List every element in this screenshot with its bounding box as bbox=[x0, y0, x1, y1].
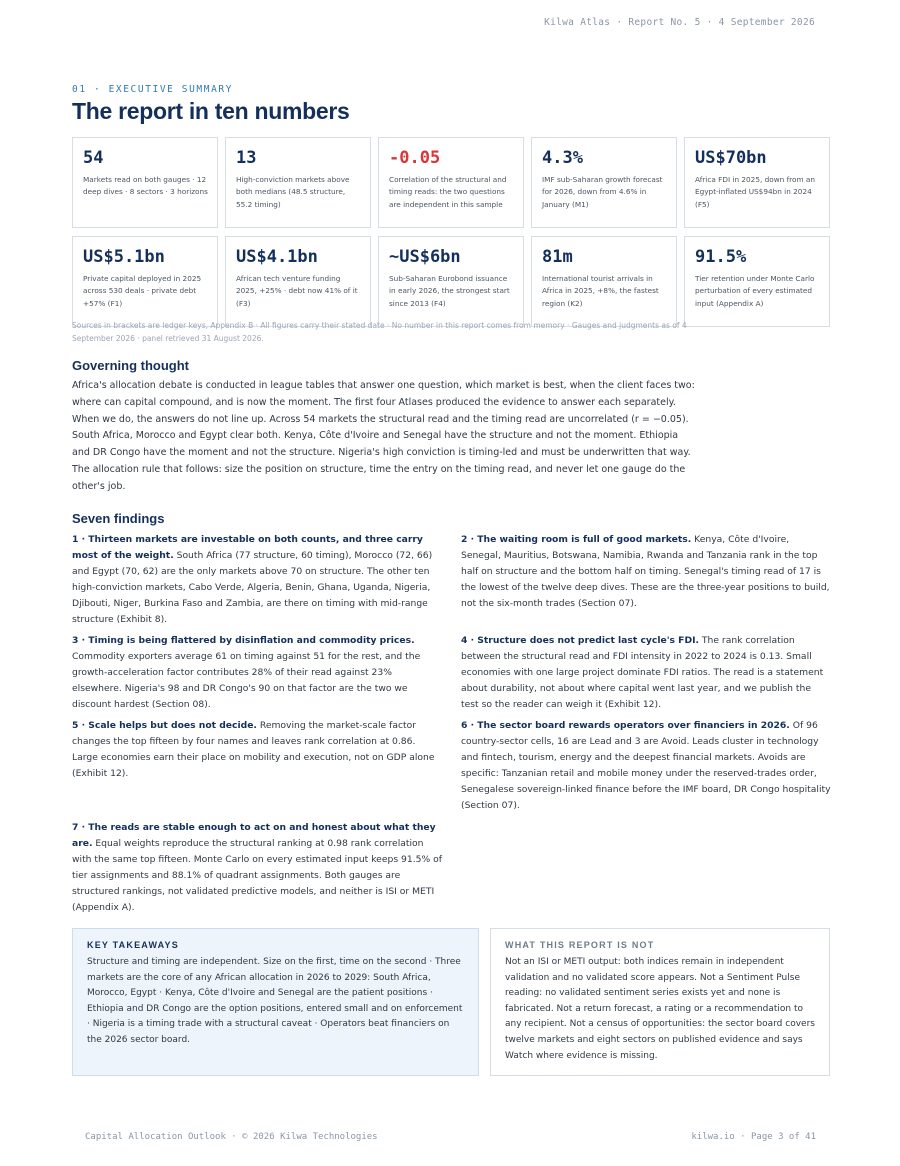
stat-description: Correlation of the structural and timing reads: the two questions are independent in this sample bbox=[389, 175, 507, 209]
finding-5 bbox=[72, 718, 442, 782]
stat-card bbox=[225, 137, 371, 228]
finding-body: Equal weights reproduce the structural ranking at 0.98 rank correlation with the same top fifteen. Monte Carlo on every estimated input keeps 91.5% of tier assignments and 88.1% of quadrant assignments. Both gauges are structured rankings, not validated predictive models, and neither is ISI or METI (Appendix A). bbox=[72, 838, 442, 913]
stat-card bbox=[684, 236, 830, 327]
stat-value: 81m bbox=[542, 247, 573, 267]
finding-body: South Africa (77 structure, 60 timing), Morocco (72, 66) and Egypt (70, 62) are the only markets above 70 on structure. The other ten high-conviction markets, Cabo Verde, Algeria, Benin, Ghana, Uganda, Nigeria, Djibouti, Niger, Burkina Faso and Zambia, are there on timing with mid-range structure (Exhibit 8). bbox=[72, 550, 433, 625]
governing-thought-heading: Governing thought bbox=[72, 358, 189, 373]
running-head: Kilwa Atlas · Report No. 5 · 4 September 2026 bbox=[544, 17, 815, 28]
footer-left: Capital Allocation Outlook · © 2026 Kilwa Technologies bbox=[85, 1132, 378, 1142]
stat-card bbox=[72, 236, 218, 327]
finding-body: Kenya, Côte d'Ivoire, Senegal, Mauritius, Botswana, Namibia, Rwanda and Tanzania rank in the top half on structure and the bottom half on timing. Senegal's timing read of 17 is the lowest of the twelve deep dives. These are the three-year positions to build, not the six-month trades (Section 07). bbox=[461, 534, 830, 609]
finding-lead: 2 · The waiting room is full of good markets. bbox=[461, 534, 692, 545]
finding-1 bbox=[72, 532, 442, 628]
stat-value: US$4.1bn bbox=[236, 247, 318, 267]
stat-card bbox=[684, 137, 830, 228]
finding-lead: 6 · The sector board rewards operators over financiers in 2026. bbox=[461, 720, 790, 731]
stat-value: 4.3% bbox=[542, 148, 583, 168]
finding-lead: 4 · Structure does not predict last cycle's FDI. bbox=[461, 635, 699, 646]
sources-note: Sources in brackets are ledger keys, Appendix B · All figures carry their stated date · No number in this report comes from memory · Gauges and judgments as of 4 September 2026 · panel retrieved 31 August 2026. bbox=[72, 321, 687, 343]
finding-2 bbox=[461, 532, 831, 612]
finding-body: The rank correlation between the structural read and FDI intensity in 2022 to 2024 is 0.13. Small economies with one large project dominate FDI ratios. The read is a statement about durability, not about where capital went last year, and we publish the test so the reader can weigh it (Exhibit 12). bbox=[461, 635, 824, 710]
stat-value: -0.05 bbox=[389, 148, 441, 168]
finding-lead: 5 · Scale helps but does not decide. bbox=[72, 720, 257, 731]
stat-description: Africa FDI in 2025, down from an Egypt-inflated US$94bn in 2024 (F5) bbox=[695, 175, 816, 209]
finding-4 bbox=[461, 633, 831, 713]
stat-grid bbox=[72, 137, 830, 327]
report-is-not-box bbox=[490, 928, 830, 1076]
report-is-not-title: WHAT THIS REPORT IS NOT bbox=[505, 940, 655, 950]
stat-description: Tier retention under Monte Carlo perturbation of every estimated input (Appendix A) bbox=[695, 274, 815, 308]
page-title: The report in ten numbers bbox=[72, 98, 350, 124]
stat-value: US$5.1bn bbox=[83, 247, 165, 267]
stat-card bbox=[72, 137, 218, 228]
key-takeaways-box bbox=[72, 928, 479, 1076]
stat-value: 13 bbox=[236, 148, 257, 168]
stat-description: African tech venture funding 2025, +25% · debt now 41% of it (F3) bbox=[236, 274, 358, 308]
stat-description: High-conviction markets above both medians (48.5 structure, 55.2 timing) bbox=[236, 175, 350, 209]
stat-description: Markets read on both gauges · 12 deep dives · 8 sectors · 3 horizons bbox=[83, 175, 208, 197]
stat-card bbox=[531, 137, 677, 228]
finding-lead: 7 · The reads are stable enough to act on and honest about what they are. bbox=[72, 822, 436, 849]
footer-right: kilwa.io · Page 3 of 41 bbox=[691, 1132, 816, 1142]
key-takeaways-body: Structure and timing are independent. Size on the first, time on the second · Three markets are the core of any African allocation in 2026 to 2029: South Africa, Morocco, Egypt · Kenya, Côte d'Ivoire and Senegal are the patient positions · Ethiopia and DR Congo are the option positions, entered small and on enforcement · Nigeria is a timing trade with a structural caveat · Operators beat financiers on the 2026 sector board. bbox=[87, 957, 463, 1045]
stat-description: IMF sub-Saharan growth forecast for 2026, down from 4.6% in January (M1) bbox=[542, 175, 663, 209]
finding-3 bbox=[72, 633, 442, 713]
finding-lead: 1 · Thirteen markets are investable on both counts, and three carry most of the weight. bbox=[72, 534, 423, 561]
finding-6 bbox=[461, 718, 831, 814]
finding-body: Of 96 country-sector cells, 16 are Lead and 3 are Avoid. Leads cluster in technology and fintech, tourism, energy and the deepest financial markets. Avoids are specific: Tanzanian retail and mobile money under the reserved-trades order, Senegalese sovereign-linked finance before the IMF board, DR Congo hospitality (Section 07). bbox=[461, 720, 831, 811]
governing-thought-body: Africa's allocation debate is conducted in league tables that answer one question, which market is best, when the client faces two: where can capital compound, and is now the moment. The first four Atlases produced the evidence to answer each separately. When we do, the answers do not line up. Across 54 markets the structural read and the timing read are uncorrelated (r = −0.05). South Africa, Morocco and Egypt clear both. Kenya, Côte d'Ivoire and Senegal have the structure and not the moment. Ethiopia and DR Congo have the moment and not the structure. Nigeria's high conviction is timing-led and must be underwritten that way. The allocation rule that follows: size the position on structure, time the entry on the timing read, and never let one gauge do the other's job. bbox=[72, 380, 695, 492]
finding-7 bbox=[72, 820, 442, 916]
stat-description: Private capital deployed in 2025 across 530 deals · private debt +57% (F1) bbox=[83, 274, 202, 308]
stat-value: ~US$6bn bbox=[389, 247, 461, 267]
stat-card bbox=[378, 137, 524, 228]
finding-lead: 3 · Timing is being flattered by disinflation and commodity prices. bbox=[72, 635, 415, 646]
section-label: 01 · EXECUTIVE SUMMARY bbox=[72, 84, 234, 95]
key-takeaways-title: KEY TAKEAWAYS bbox=[87, 940, 179, 950]
stat-card bbox=[378, 236, 524, 327]
stat-card bbox=[531, 236, 677, 327]
stat-description: International tourist arrivals in Africa in 2025, +8%, the fastest region (K2) bbox=[542, 274, 659, 308]
report-is-not-body: Not an ISI or METI output: both indices remain in independent validation and no validated score appears. Not a Sentiment Pulse reading: no validated sentiment series exists yet and none is fabricated. Not a return forecast, a rating or a recommendation to any recipient. Not a census of opportunities: the sector board covers twelve markets and eight sectors on published evidence and says Watch where evidence is missing. bbox=[505, 957, 815, 1061]
stat-value: 54 bbox=[83, 148, 104, 168]
findings-heading: Seven findings bbox=[72, 511, 165, 526]
stat-card bbox=[225, 236, 371, 327]
stat-value: US$70bn bbox=[695, 148, 767, 168]
stat-description: Sub-Saharan Eurobond issuance in early 2026, the strongest start since 2013 (F4) bbox=[389, 274, 510, 308]
stat-value: 91.5% bbox=[695, 247, 747, 267]
finding-body: Commodity exporters average 61 on timing against 51 for the rest, and the growth-acceleration factor contributes 28% of their read against 23% elsewhere. Nigeria's 98 and DR Congo's 90 on that factor are the two we discount hardest (Section 08). bbox=[72, 651, 421, 710]
finding-body: Removing the market-scale factor changes the top fifteen by four names and leaves rank correlation at 0.86. Large economies earn their place on mobility and execution, not on GDP alone (Exhibit 12). bbox=[72, 720, 435, 779]
